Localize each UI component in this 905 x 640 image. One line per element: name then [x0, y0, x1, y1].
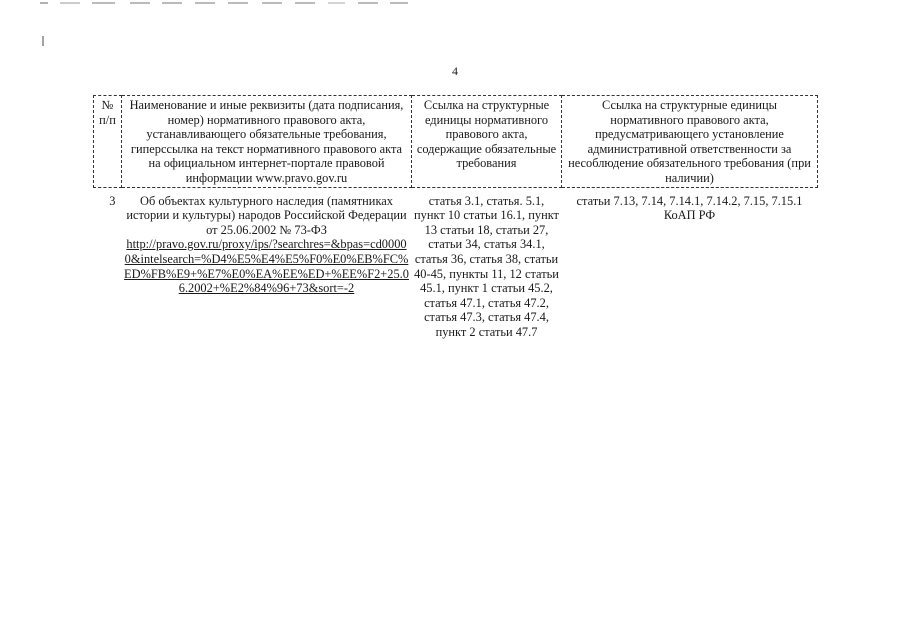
- requirements-table: [93, 95, 818, 341]
- table-row: [94, 187, 818, 340]
- page-number: 4: [452, 64, 458, 78]
- scan-artifacts: [0, 0, 905, 60]
- table-header-row: [94, 96, 818, 188]
- header-requirements-ref: Ссылка на структурные единицы нормативного правового акта, содержащие обязательные требования: [412, 96, 562, 188]
- articles-cell: статья 3.1, статья. 5.1, пункт 10 статьи 16.1, пункт 13 статьи 18, статьи 27, статьи 34, статья 34.1, статья 36, статья 38, статьи 40-45, пункты 11, 12 статьи 45.1, пункт 1 статьи 45.2, статья 47.1, статья 47.2, статья 47.3, статья 47.4, пункт 2 статьи 47.7: [414, 193, 559, 339]
- liability-cell: статьи 7.13, 7.14, 7.14.1, 7.14.2, 7.15, 7.15.1 КоАП РФ: [576, 193, 803, 223]
- row-number: 3: [109, 193, 116, 208]
- header-act-name: Наименование и иные реквизиты (дата подписания, номер) нормативного правового акта, устанавливающего обязательные требования, гиперссылка на текст нормативного правового акта на официальном интернет-портале правовой информации www.pravo.gov.ru: [122, 96, 412, 188]
- header-liability-ref: Ссылка на структурные единицы нормативного правового акта, предусматривающего установление административной ответственности за несоблюдение обязательного требования (при наличии): [562, 96, 818, 188]
- act-hyperlink[interactable]: http://pravo.gov.ru/proxy/ips/?searchres=&bpas=cd00000&intelsearch=%D4%E5%E4%E5%F0%E0%EB%FC%ED%FB%E9+%E7%E0%EA%EE%ED+%EE%F2+25.06.2002+%E2%84%96+73&sort=-2: [124, 237, 409, 296]
- act-name: Об объектах культурного наследия (памятниках истории и культуры) народов Российской Федерации от 25.06.2002 № 73-ФЗ: [126, 193, 407, 237]
- header-number: № п/п: [94, 96, 122, 188]
- act-cell: [122, 187, 412, 340]
